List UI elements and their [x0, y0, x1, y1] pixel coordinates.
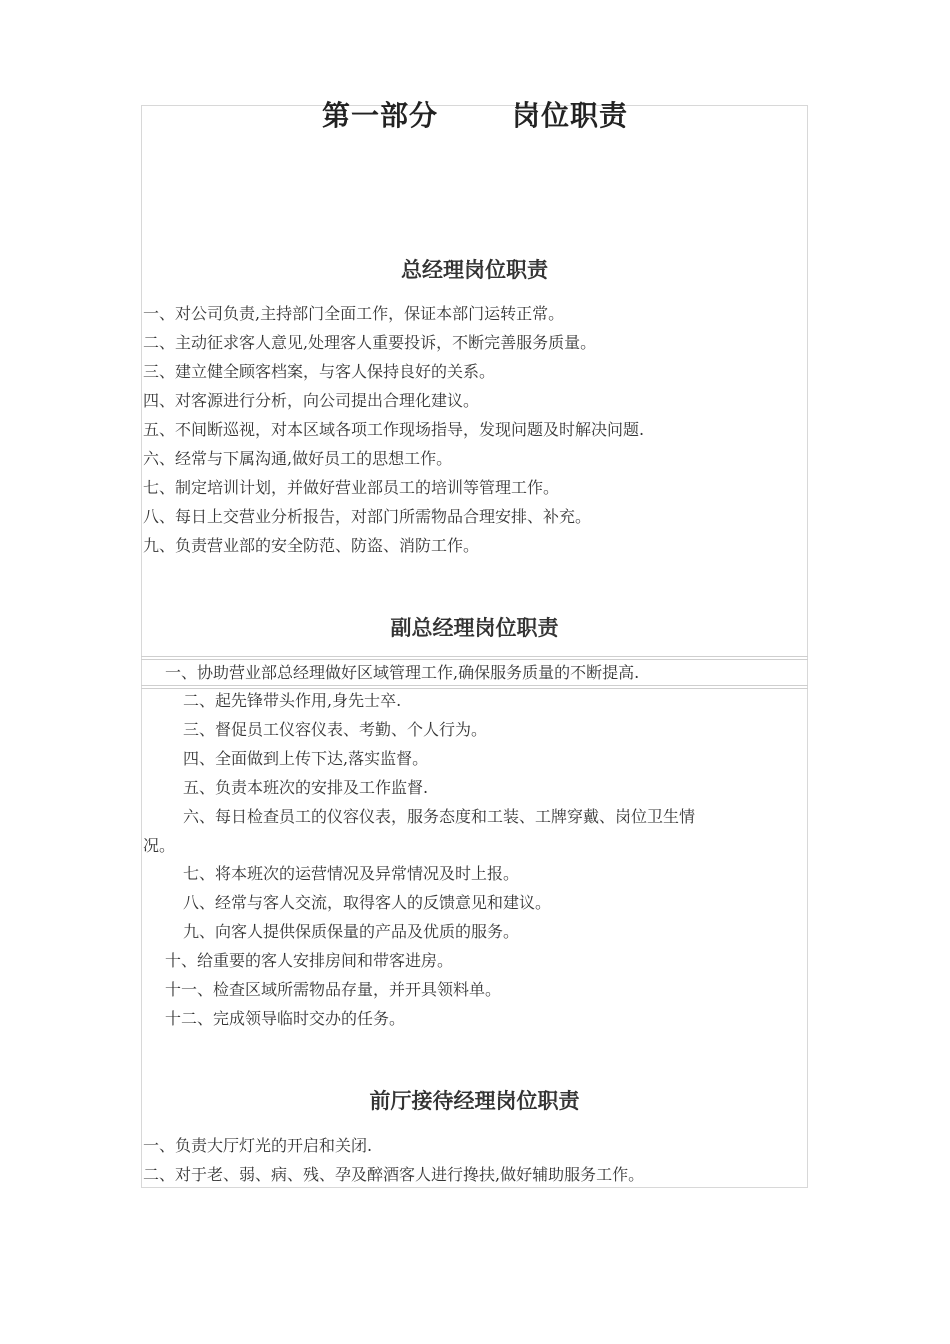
duty-item: 六、经常与下属沟通,做好员工的思想工作。	[143, 449, 453, 468]
duty-item: 二、主动征求客人意见,处理客人重要投诉，不断完善服务质量。	[143, 333, 597, 352]
duty-item: 十、给重要的客人安排房间和带客进房。	[165, 951, 454, 970]
duty-item: 二、对于老、弱、病、残、孕及醉酒客人进行搀扶,做好辅助服务工作。	[143, 1165, 645, 1184]
duty-item: 五、不间断巡视，对本区域各项工作现场指导，发现问题及时解决问题.	[143, 420, 645, 439]
divider-line	[141, 688, 808, 689]
duty-item: 五、负责本班次的安排及工作监督.	[183, 778, 429, 797]
duty-item: 八、每日上交营业分析报告，对部门所需物品合理安排、补充。	[143, 507, 592, 526]
duty-item: 一、对公司负责,主持部门全面工作，保证本部门运转正常。	[143, 304, 565, 323]
duty-item: 六、每日检查员工的仪容仪表，服务态度和工装、工牌穿戴、岗位卫生情	[183, 807, 696, 826]
document-title	[0, 96, 950, 136]
section-heading: 总经理岗位职责	[401, 257, 548, 282]
duty-item: 十一、检查区域所需物品存量，并开具领料单。	[165, 980, 502, 999]
duty-item: 四、对客源进行分析，向公司提出合理化建议。	[143, 391, 480, 410]
duty-item-continued: 况。	[143, 836, 176, 855]
divider-line	[141, 656, 808, 657]
divider-line	[141, 659, 808, 660]
duty-item: 八、经常与客人交流，取得客人的反馈意见和建议。	[183, 893, 552, 912]
title-name: 岗位职责	[512, 99, 629, 132]
divider-line	[141, 685, 808, 686]
duty-item: 七、将本班次的运营情况及异常情况及时上报。	[183, 864, 520, 883]
title-part: 第一部分	[321, 99, 438, 132]
duty-item: 九、负责营业部的安全防范、防盗、消防工作。	[143, 536, 480, 555]
duty-item: 一、协助营业部总经理做好区域管理工作,确保服务质量的不断提高.	[165, 663, 640, 682]
duty-item: 三、建立健全顾客档案，与客人保持良好的关系。	[143, 362, 496, 381]
duty-item: 四、全面做到上传下达,落实监督。	[183, 749, 429, 768]
duty-item: 三、督促员工仪容仪表、考勤、个人行为。	[183, 720, 488, 739]
section-heading: 副总经理岗位职责	[390, 615, 559, 640]
duty-item: 七、制定培训计划，并做好营业部员工的培训等管理工作。	[143, 478, 560, 497]
section-heading: 前厅接待经理岗位职责	[369, 1088, 580, 1113]
duty-item: 九、向客人提供保质保量的产品及优质的服务。	[183, 922, 520, 941]
duty-item: 十二、完成领导临时交办的任务。	[165, 1009, 406, 1028]
duty-item: 一、负责大厅灯光的开启和关闭.	[143, 1136, 373, 1155]
duty-item: 二、起先锋带头作用,身先士卒.	[183, 691, 402, 710]
